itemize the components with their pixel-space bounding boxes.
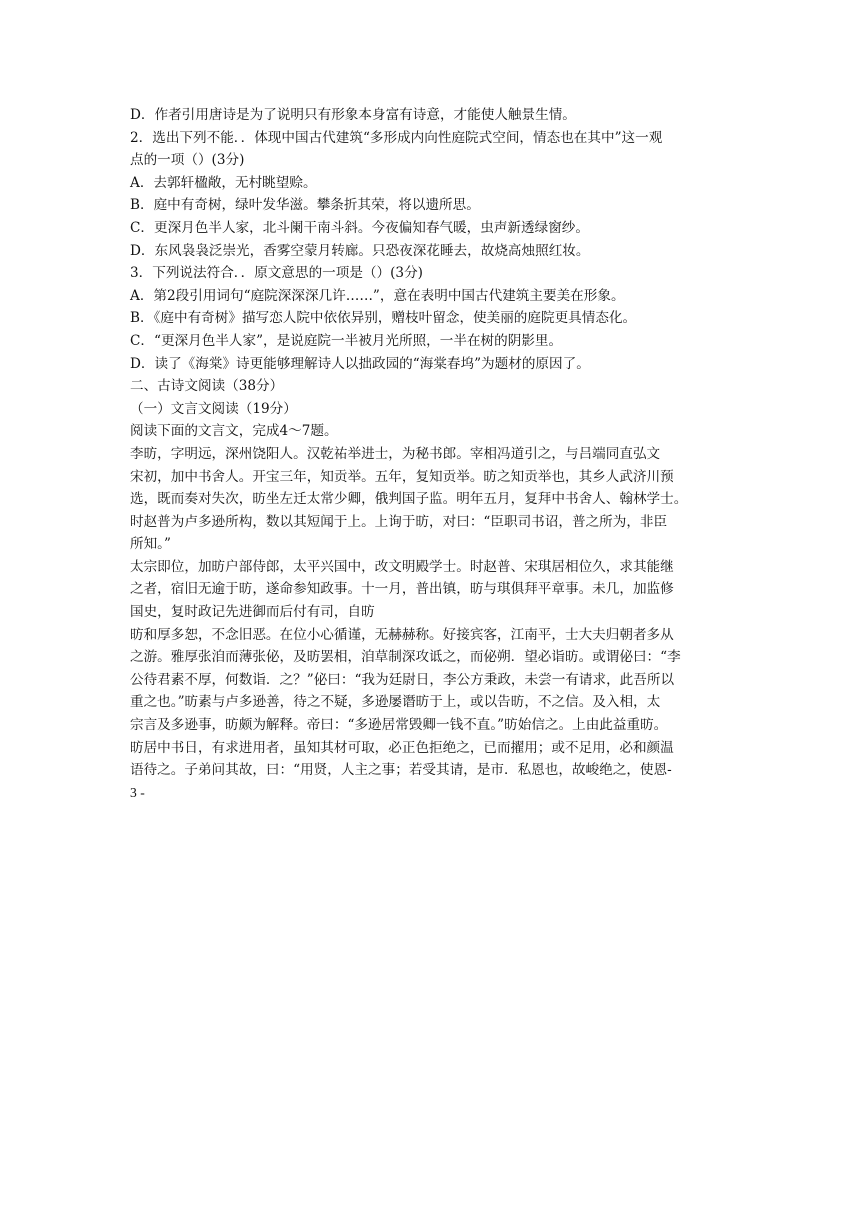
- instruction-line: 阅读下面的文言文，完成4～7题。: [130, 423, 338, 440]
- passage-line: 昉居中书日，有求进用者，虽知其材可取，必正色拒绝之，已而擢用；或不足用，必和颜温: [130, 739, 674, 756]
- text-line: D．读了《海棠》诗更能够理解诗人以拙政园的“海棠春坞”为题材的原因了。: [130, 355, 590, 372]
- text-line: 3．下列说法符合．．原文意思的一项是（）(3分): [130, 265, 423, 282]
- passage-line: 宗言及多逊事，昉颇为解释。帝曰：“多逊居常毁卿一钱不直。”昉始信之。上由此益重昉。: [130, 717, 668, 734]
- passage-line: 之者，宿旧无逾于昉，遂命参知政事。十一月，普出镇，昉与琪俱拜平章事。未几，加监修: [130, 581, 674, 598]
- passage-line: 太宗即位，加昉户部侍郎，太平兴国中，改文明殿学士。时赵普、宋琪居相位久，求其能继: [130, 558, 674, 575]
- passage-line: 选，既而奏对失次，昉坐左迁太常少卿，俄判国子监。明年五月，复拜中书舍人、翰林学士。: [130, 491, 688, 508]
- text-line: 2．选出下列不能．．体现中国古代建筑“多形成内向性庭院式空间，情态也在其中”这一观: [130, 129, 663, 146]
- text-line: C．“更深月色半人家”，是说庭院一半被月光所照，一半在树的阴影里。: [130, 332, 563, 349]
- text-line: D．作者引用唐诗是为了说明只有形象本身富有诗意，才能使人触景生情。: [130, 107, 576, 123]
- passage-line: 李昉，字明远，深州饶阳人。汉乾祐举进士，为秘书郎。宰相冯道引之，与吕端同直弘文: [130, 445, 661, 462]
- text-line: A．第2段引用词句“庭院深深深几许……”，意在表明中国古代建筑主要美在形象。: [130, 287, 625, 304]
- text-line: B．庭中有奇树，绿叶发华滋。攀条折其荣，将以遗所思。: [130, 197, 480, 214]
- passage-line: 国史，复时政记先进御而后付有司，自昉: [130, 604, 375, 621]
- text-line: 点的一项（）(3分): [130, 152, 245, 169]
- page-number: 3 -: [130, 784, 145, 800]
- text-line: B．《庭中有奇树》描写恋人院中依依异别，赠枝叶留念，使美丽的庭院更具情态化。: [130, 310, 637, 327]
- passage-line: 宋初，加中书舍人。开宝三年，知贡举。五年，复知贡举。昉之知贡举也，其乡人武济川预: [130, 468, 674, 485]
- text-line: C．更深月色半人家，北斗阑干南斗斜。今夜偏知春气暖，虫声新透绿窗纱。: [130, 219, 589, 236]
- passage-line: 公待君素不厚，何数诣．之？”佖曰：“我为廷尉日，李公方秉政，未尝一有请求，此吾所以: [130, 671, 675, 688]
- passage-line: 语待之。子弟问其故，曰：“用贤，人主之事；若受其请，是市．私恩也，故峻绝之，使恩-: [130, 762, 672, 779]
- document-body: [130, 104, 742, 804]
- text-line: A．去郭轩楹敞，无村眺望赊。: [130, 174, 317, 191]
- passage-line: 重之也。”昉素与卢多逊善，待之不疑，多逊屡谮昉于上，或以告昉，不之信。及入相，太: [130, 694, 661, 711]
- passage-line: 昉和厚多恕，不念旧恶。在位小心循谨，无赫赫称。好接宾客，江南平，士大夫归朝者多从: [130, 626, 674, 643]
- passage-line: 所知。”: [130, 536, 171, 553]
- passage-line: 时赵普为卢多逊所构，数以其短闻于上。上询于昉，对曰：“臣职司书诏，普之所为，非臣: [130, 513, 668, 530]
- text-line: D．东风袅袅泛崇光，香雾空蒙月转廊。只恐夜深花睡去，故烧高烛照红妆。: [130, 242, 590, 259]
- subsection-heading: （一）文言文阅读（19分）: [130, 400, 297, 417]
- passage-line: 之游。雅厚张洎而薄张佖，及昉罢相，洎草制深攻诋之，而佖朔．望必诣昉。或谓佖曰：“李: [130, 649, 681, 666]
- section-heading: 二、古诗文阅读（38分）: [130, 378, 284, 395]
